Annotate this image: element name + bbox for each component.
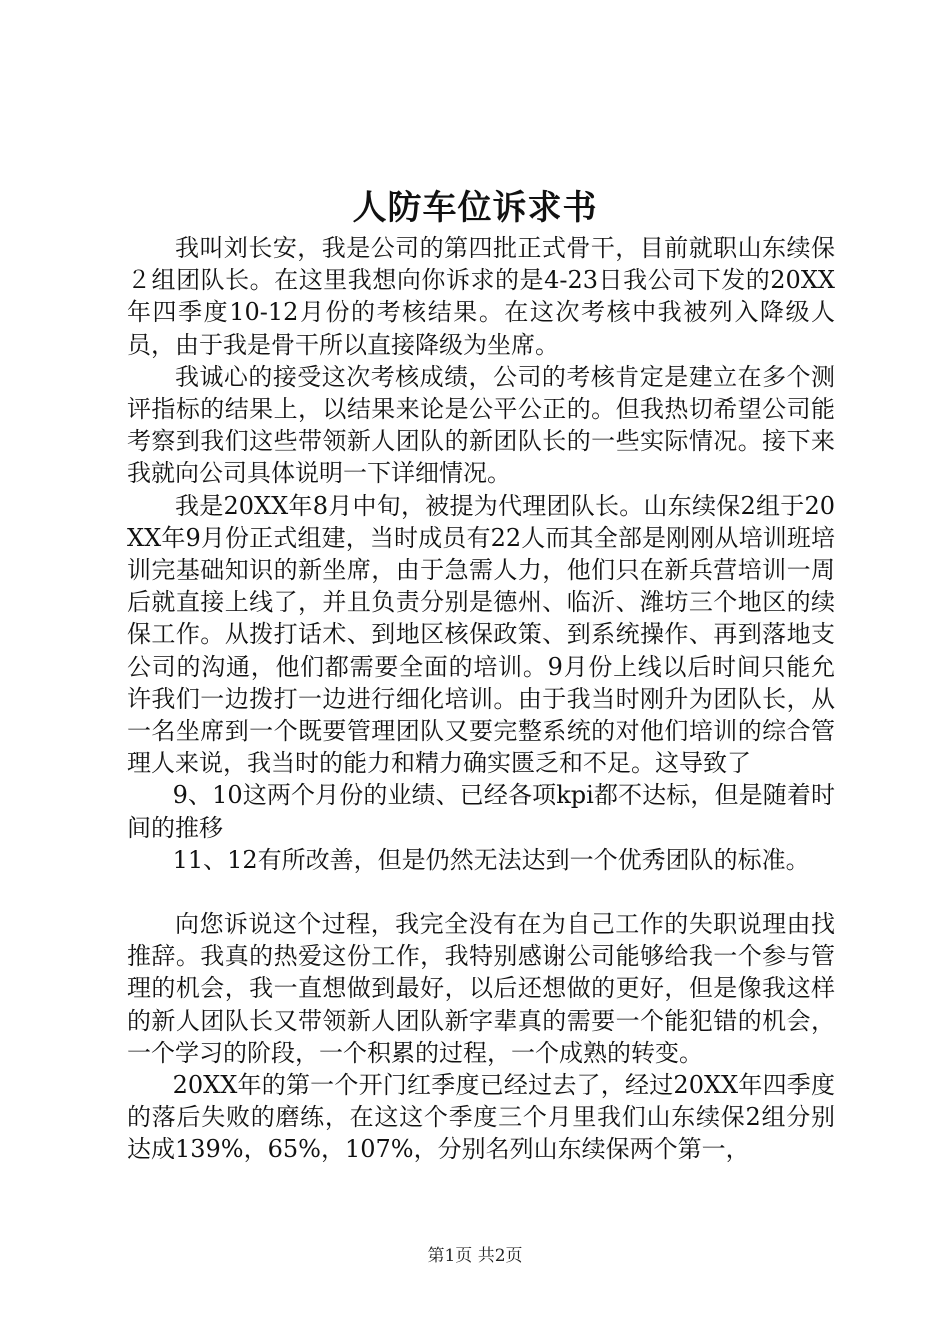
paragraph-intro: 我叫刘长安，我是公司的第四批正式骨干，目前就职山东续保２组团队长。在这里我想向你诉求的是4-23日我公司下发的20XX年四季度10-12月份的考核结果。在这次考核中我被列入降级人员，由于我是骨干所以直接降级为坐席。 bbox=[127, 234, 835, 359]
paragraph-background: 我是20XX年8月中旬，被提为代理团队长。山东续保2组于20XX年9月份正式组建，当时成员有22人而其全部是刚刚从培训班培训完基础知识的新坐席，由于急需人力，他们只在新兵营培训一周后就直接上线了，并且负责分别是德州、临沂、潍坊三个地区的续保工作。从拨打话术、到地区核保政策、到系统操作、再到落地支公司的沟通，他们都需要全面的培训。9月份上线以后时间只能允许我们一边拨打一边进行细化培训。由于我当时刚升为团队长，从一名坐席到一个既要管理团队又要完整系统的对他们培训的综合管理人来说，我当时的能力和精力确实匮乏和不足。这导致了 bbox=[127, 491, 835, 778]
paragraph-gap bbox=[127, 876, 835, 908]
paragraph-sep-oct: 9、10这两个月份的业绩、已经各项kpi都不达标，但是随着时间的推移 bbox=[127, 781, 835, 842]
document-body bbox=[127, 232, 835, 1166]
document-title: 人防车位诉求书 bbox=[352, 188, 598, 228]
paragraph-appeal: 向您诉说这个过程，我完全没有在为自己工作的失职说理由找推辞。我真的热爱这份工作，我特别感谢公司能够给我一个参与管理的机会，我一直想做到最好，以后还想做的更好，但是像我这样的新人团队长又带领新人团队新字辈真的需要一个能犯错的机会，一个学习的阶段，一个积累的过程，一个成熟的转变。 bbox=[127, 910, 835, 1067]
paragraph-acceptance: 我诚心的接受这次考核成绩，公司的考核肯定是建立在多个测评指标的结果上，以结果来论是公平公正的。但我热切希望公司能考察到我们这些带领新人团队的新团队长的一些实际情况。接下来我就向公司具体说明一下详细情况。 bbox=[127, 362, 835, 488]
paragraph-nov-dec: 11、12有所改善，但是仍然无法达到一个优秀团队的标准。 bbox=[172, 845, 810, 874]
paragraph-results: 20XX年的第一个开门红季度已经过去了，经过20XX年四季度的落后失败的磨练，在这这个季度三个月里我们山东续保2组分别达成139%，65%，107%，分别名列山东续保两个第一， bbox=[127, 1071, 835, 1164]
page-footer: 第1页 共2页 bbox=[427, 1246, 523, 1266]
